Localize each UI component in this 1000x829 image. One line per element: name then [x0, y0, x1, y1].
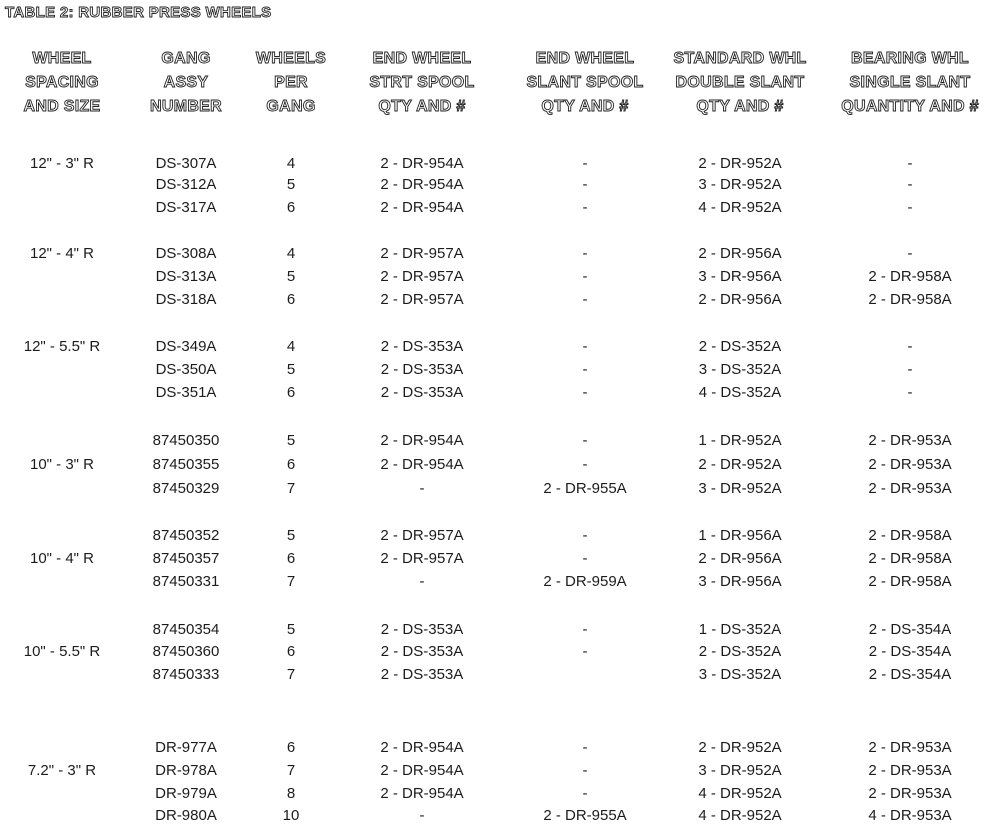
header-wheel-spacing: AND SIZE [23, 98, 101, 115]
cell-bearing-whl-single-slant: 4 - DR-953A [868, 807, 952, 824]
table-row [0, 245, 1000, 267]
cell-bearing-whl-single-slant: 2 - DS-354A [868, 621, 952, 638]
cell-wheel-spacing: 10" - 5.5" R [23, 643, 101, 660]
cell-gang-assy-number: DS-317A [155, 199, 217, 216]
cell-standard-whl-double-slant: 1 - DS-352A [698, 621, 782, 638]
cell-wheel-spacing: 7.2" - 3" R [27, 762, 97, 779]
cell-gang-assy-number: DR-979A [155, 785, 217, 802]
header-end-wheel-strt-spool: END WHEEL [372, 50, 472, 67]
cell-wheels-per-gang: 5 [286, 361, 296, 378]
table-row [0, 643, 1000, 665]
cell-end-wheel-slant-spool: - [582, 361, 588, 378]
header-bearing-whl-single-slant: QUANTITY AND # [841, 98, 979, 115]
table-row [0, 807, 1000, 829]
table-row [0, 176, 1000, 198]
cell-end-wheel-strt-spool: 2 - DR-954A [380, 456, 464, 473]
cell-standard-whl-double-slant: 1 - DR-952A [698, 432, 782, 449]
cell-wheels-per-gang: 8 [286, 785, 296, 802]
cell-bearing-whl-single-slant: 2 - DR-958A [868, 268, 952, 285]
cell-gang-assy-number: DS-349A [155, 338, 217, 355]
cell-end-wheel-strt-spool: 2 - DR-957A [380, 527, 464, 544]
cell-end-wheel-strt-spool: 2 - DR-957A [380, 245, 464, 262]
cell-gang-assy-number: DS-312A [155, 176, 217, 193]
cell-end-wheel-slant-spool: - [582, 527, 588, 544]
cell-wheel-spacing: 10" - 4" R [29, 550, 95, 567]
cell-end-wheel-strt-spool: 2 - DR-954A [380, 785, 464, 802]
table-row [0, 666, 1000, 688]
cell-bearing-whl-single-slant: 2 - DR-958A [868, 527, 952, 544]
cell-end-wheel-slant-spool: - [582, 176, 588, 193]
cell-standard-whl-double-slant: 2 - DR-956A [698, 291, 782, 308]
cell-standard-whl-double-slant: 1 - DR-956A [698, 527, 782, 544]
cell-end-wheel-slant-spool: - [582, 338, 588, 355]
cell-wheels-per-gang: 6 [286, 550, 296, 567]
cell-bearing-whl-single-slant: 2 - DS-354A [868, 643, 952, 660]
header-standard-whl-double-slant: QTY AND # [696, 98, 784, 115]
cell-wheels-per-gang: 7 [286, 762, 296, 779]
cell-wheels-per-gang: 6 [286, 384, 296, 401]
cell-gang-assy-number: 87450350 [152, 432, 220, 449]
cell-standard-whl-double-slant: 2 - DR-952A [698, 739, 782, 756]
cell-standard-whl-double-slant: 4 - DR-952A [698, 199, 782, 216]
cell-wheels-per-gang: 7 [286, 666, 296, 683]
cell-wheels-per-gang: 6 [286, 643, 296, 660]
cell-end-wheel-strt-spool: 2 - DS-353A [380, 361, 464, 378]
cell-bearing-whl-single-slant: 2 - DR-953A [868, 432, 952, 449]
header-bearing-whl-single-slant: SINGLE SLANT [849, 74, 971, 91]
cell-bearing-whl-single-slant: 2 - DR-958A [868, 291, 952, 308]
cell-standard-whl-double-slant: 2 - DS-352A [698, 643, 782, 660]
cell-wheels-per-gang: 4 [286, 245, 296, 262]
cell-end-wheel-slant-spool: - [582, 155, 588, 172]
header-bearing-whl-single-slant: BEARING WHL [851, 50, 969, 67]
header-end-wheel-strt-spool: STRT SPOOL [369, 74, 475, 91]
header-end-wheel-strt-spool: QTY AND # [378, 98, 466, 115]
cell-end-wheel-strt-spool: 2 - DS-353A [380, 643, 464, 660]
cell-gang-assy-number: 87450329 [152, 480, 220, 497]
cell-end-wheel-strt-spool: 2 - DR-957A [380, 550, 464, 567]
cell-standard-whl-double-slant: 2 - DR-952A [698, 155, 782, 172]
header-end-wheel-slant-spool: END WHEEL [535, 50, 635, 67]
table-row [0, 480, 1000, 502]
cell-wheels-per-gang: 6 [286, 291, 296, 308]
cell-gang-assy-number: DS-350A [155, 361, 217, 378]
cell-wheels-per-gang: 7 [286, 573, 296, 590]
cell-gang-assy-number: DS-318A [155, 291, 217, 308]
cell-end-wheel-slant-spool: - [582, 643, 588, 660]
cell-end-wheel-slant-spool: - [582, 762, 588, 779]
cell-wheels-per-gang: 10 [282, 807, 300, 824]
header-gang-assy-number: NUMBER [149, 98, 223, 115]
cell-wheel-spacing: 12" - 5.5" R [23, 338, 101, 355]
cell-wheels-per-gang: 6 [286, 199, 296, 216]
cell-end-wheel-strt-spool: 2 - DR-954A [380, 432, 464, 449]
cell-standard-whl-double-slant: 2 - DR-956A [698, 550, 782, 567]
cell-wheels-per-gang: 6 [286, 739, 296, 756]
cell-end-wheel-slant-spool: 2 - DR-959A [543, 573, 627, 590]
cell-wheels-per-gang: 5 [286, 621, 296, 638]
cell-end-wheel-strt-spool: 2 - DR-954A [380, 176, 464, 193]
table-row [0, 621, 1000, 643]
cell-standard-whl-double-slant: 4 - DR-952A [698, 785, 782, 802]
cell-end-wheel-slant-spool: - [582, 621, 588, 638]
cell-wheel-spacing: 10" - 3" R [29, 456, 95, 473]
cell-standard-whl-double-slant: 4 - DS-352A [698, 384, 782, 401]
cell-end-wheel-slant-spool: - [582, 456, 588, 473]
cell-bearing-whl-single-slant: - [907, 176, 913, 193]
cell-standard-whl-double-slant: 4 - DR-952A [698, 807, 782, 824]
cell-gang-assy-number: 87450333 [152, 666, 220, 683]
cell-end-wheel-slant-spool: - [582, 739, 588, 756]
cell-wheels-per-gang: 6 [286, 456, 296, 473]
table-row [0, 527, 1000, 549]
cell-bearing-whl-single-slant: 2 - DR-953A [868, 480, 952, 497]
cell-end-wheel-slant-spool: - [582, 245, 588, 262]
table-row [0, 268, 1000, 290]
header-end-wheel-slant-spool: QTY AND # [541, 98, 629, 115]
table-row [0, 384, 1000, 406]
cell-gang-assy-number: 87450357 [152, 550, 220, 567]
table-row [0, 456, 1000, 478]
cell-standard-whl-double-slant: 3 - DR-952A [698, 480, 782, 497]
table-row [0, 432, 1000, 454]
cell-wheel-spacing: 12" - 4" R [29, 245, 95, 262]
cell-end-wheel-strt-spool: 2 - DR-957A [380, 268, 464, 285]
cell-bearing-whl-single-slant: - [907, 155, 913, 172]
cell-end-wheel-slant-spool: - [582, 550, 588, 567]
cell-bearing-whl-single-slant: - [907, 338, 913, 355]
header-wheels-per-gang: GANG [266, 98, 316, 115]
cell-end-wheel-slant-spool: 2 - DR-955A [543, 480, 627, 497]
table-row [0, 338, 1000, 360]
header-wheel-spacing: WHEEL [32, 50, 92, 67]
table-row [0, 785, 1000, 807]
cell-end-wheel-strt-spool: 2 - DR-954A [380, 762, 464, 779]
table-row [0, 739, 1000, 761]
header-standard-whl-double-slant: STANDARD WHL [673, 50, 807, 67]
cell-end-wheel-strt-spool: 2 - DR-957A [380, 291, 464, 308]
cell-standard-whl-double-slant: 3 - DR-956A [698, 573, 782, 590]
table-row [0, 361, 1000, 383]
cell-end-wheel-strt-spool: 2 - DR-954A [380, 739, 464, 756]
cell-gang-assy-number: DR-977A [155, 739, 217, 756]
cell-wheel-spacing: 12" - 3" R [29, 155, 95, 172]
table-row [0, 155, 1000, 177]
cell-end-wheel-slant-spool: - [582, 384, 588, 401]
cell-end-wheel-strt-spool: 2 - DR-954A [380, 199, 464, 216]
cell-end-wheel-strt-spool: 2 - DS-353A [380, 384, 464, 401]
cell-bearing-whl-single-slant: 2 - DR-953A [868, 785, 952, 802]
cell-gang-assy-number: 87450352 [152, 527, 220, 544]
cell-bearing-whl-single-slant: - [907, 361, 913, 378]
cell-wheels-per-gang: 4 [286, 338, 296, 355]
table-row [0, 550, 1000, 572]
cell-bearing-whl-single-slant: 2 - DR-953A [868, 456, 952, 473]
table-row [0, 573, 1000, 595]
cell-gang-assy-number: DR-980A [155, 807, 217, 824]
table-title: TABLE 2: RUBBER PRESS WHEELS [5, 4, 272, 21]
cell-end-wheel-strt-spool: - [419, 480, 425, 497]
cell-bearing-whl-single-slant: 2 - DR-958A [868, 573, 952, 590]
cell-standard-whl-double-slant: 3 - DR-952A [698, 176, 782, 193]
cell-gang-assy-number: DS-313A [155, 268, 217, 285]
cell-bearing-whl-single-slant: 2 - DR-953A [868, 762, 952, 779]
cell-gang-assy-number: 87450331 [152, 573, 220, 590]
cell-gang-assy-number: 87450354 [152, 621, 220, 638]
cell-standard-whl-double-slant: 3 - DR-956A [698, 268, 782, 285]
cell-end-wheel-strt-spool: - [419, 573, 425, 590]
cell-wheels-per-gang: 5 [286, 176, 296, 193]
cell-bearing-whl-single-slant: - [907, 384, 913, 401]
table-row [0, 199, 1000, 221]
header-standard-whl-double-slant: DOUBLE SLANT [675, 74, 805, 91]
cell-end-wheel-slant-spool: - [582, 432, 588, 449]
table-row [0, 762, 1000, 784]
cell-bearing-whl-single-slant: 2 - DR-953A [868, 739, 952, 756]
cell-gang-assy-number: DR-978A [155, 762, 217, 779]
cell-gang-assy-number: DS-308A [155, 245, 217, 262]
header-wheel-spacing: SPACING [25, 74, 99, 91]
cell-standard-whl-double-slant: 2 - DR-956A [698, 245, 782, 262]
cell-bearing-whl-single-slant: 2 - DS-354A [868, 666, 952, 683]
header-gang-assy-number: ASSY [163, 74, 209, 91]
cell-end-wheel-strt-spool: 2 - DR-954A [380, 155, 464, 172]
cell-standard-whl-double-slant: 3 - DS-352A [698, 666, 782, 683]
cell-standard-whl-double-slant: 3 - DS-352A [698, 361, 782, 378]
header-wheels-per-gang: PER [274, 74, 308, 91]
cell-end-wheel-slant-spool: - [582, 291, 588, 308]
header-end-wheel-slant-spool: SLANT SPOOL [526, 74, 644, 91]
table-row [0, 291, 1000, 313]
header-wheels-per-gang: WHEELS [255, 50, 327, 67]
cell-end-wheel-strt-spool: 2 - DS-353A [380, 621, 464, 638]
cell-wheels-per-gang: 7 [286, 480, 296, 497]
cell-end-wheel-strt-spool: 2 - DS-353A [380, 666, 464, 683]
cell-gang-assy-number: 87450355 [152, 456, 220, 473]
cell-end-wheel-strt-spool: 2 - DS-353A [380, 338, 464, 355]
cell-bearing-whl-single-slant: - [907, 199, 913, 216]
cell-wheels-per-gang: 4 [286, 155, 296, 172]
cell-standard-whl-double-slant: 2 - DR-952A [698, 456, 782, 473]
cell-bearing-whl-single-slant: - [907, 245, 913, 262]
cell-standard-whl-double-slant: 3 - DR-952A [698, 762, 782, 779]
cell-wheels-per-gang: 5 [286, 527, 296, 544]
cell-wheels-per-gang: 5 [286, 268, 296, 285]
cell-gang-assy-number: DS-307A [155, 155, 217, 172]
cell-gang-assy-number: 87450360 [152, 643, 220, 660]
cell-end-wheel-slant-spool: - [582, 268, 588, 285]
cell-end-wheel-slant-spool: 2 - DR-955A [543, 807, 627, 824]
cell-gang-assy-number: DS-351A [155, 384, 217, 401]
cell-wheels-per-gang: 5 [286, 432, 296, 449]
header-gang-assy-number: GANG [161, 50, 211, 67]
cell-end-wheel-strt-spool: - [419, 807, 425, 824]
cell-end-wheel-slant-spool: - [582, 785, 588, 802]
cell-standard-whl-double-slant: 2 - DS-352A [698, 338, 782, 355]
cell-bearing-whl-single-slant: 2 - DR-958A [868, 550, 952, 567]
cell-end-wheel-slant-spool: - [582, 199, 588, 216]
